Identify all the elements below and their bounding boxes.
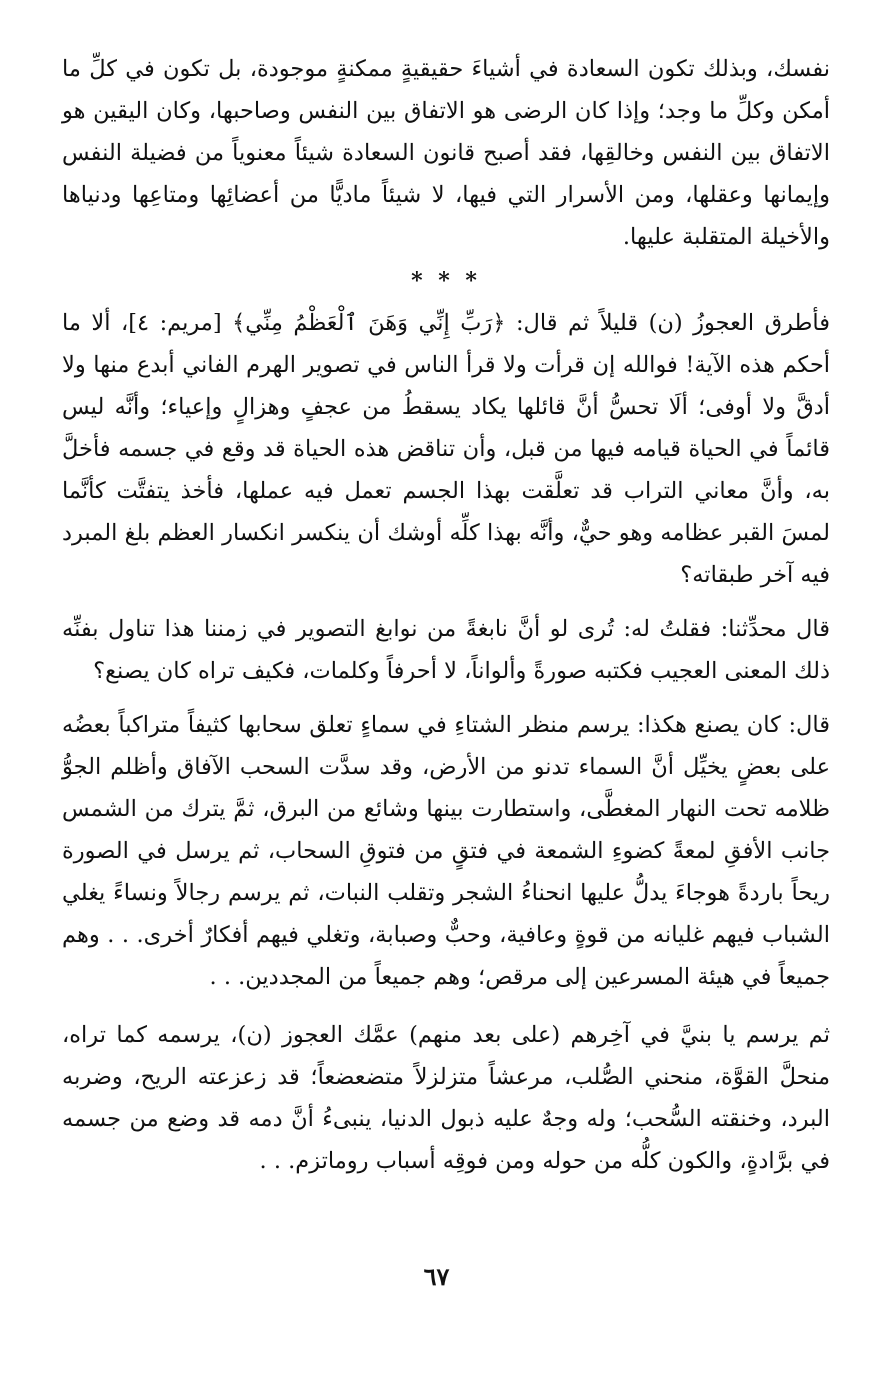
paragraph-1: نفسك، وبذلك تكون السعادة في أشياءَ حقيقيةٍ ممكنةٍ موجودة، بل تكون في كلِّ ما أمكن وكلِّ ما وجد؛ وإذا كان الرضى هو الاتفاق بين النفس وصاحبها، وكان اليقين هو الاتفاق بين النفس وخالقِها، فقد أصبح قانون السعادة شيئاً معنوياً من فضيلة النفس وإيمانها وعقلها، ومن الأسرار التي فيها، لا شيئاً ماديًّا من أعضائِها ومتاعِها ودنياها والأخيلة المتقلبة عليها.	[62, 56, 830, 250]
page-number: ٦٧	[423, 1262, 450, 1291]
book-page	[62, 48, 830, 1348]
paragraph-5: ثم يرسم يا بنيَّ في آخِرهم (على بعد منهم) عمَّك العجوز (ن)، يرسمه كما تراه، منحلَّ القوَّة، منحني الصُّلب، مرعشاً متزلزلاً متضعضعاً؛ قد زعزعته الريح، وضربه البرد، وخنقته السُّحب؛ وله وجهٌ عليه ذبول الدنيا، ينبىءُ أنَّ دمه قد وضع من جسمه في برَّادةٍ، والكون كلُّه من حوله ومن فوقِه أسباب روماتزم. . .	[62, 1022, 830, 1174]
paragraph-2: فأطرق العجوزُ (ن) قليلاً ثم قال: ﴿رَبِّ إِنِّي وَهَنَ ٱلْعَظْمُ مِنِّي﴾ [مريم: ٤]، ألا ما أحكم هذه الآية! فوالله إن قرأت ولا قرأ الناس في تصوير الهرم الفاني أبدع منها ولا أدقَّ ولا أوفى؛ ألَا تحسُّ أنَّ قائلها يكاد يسقطُ من عجفٍ وهزالٍ وإعياء؛ وأنَّه ليس قائماً في الحياة قيامه فيها من قبل، وأن تناقض هذه الحياة قد وقع في جسمه فأخلَّ به، وأنَّ معاني التراب قد تعلَّقت بهذا الجسم تعمل فيه عملها، فأخذ يتفتَّت كأنَّما لمسَ القبر عظامه وهو حيٌّ، وأنَّه بهذا كلِّه أوشك أن ينكسر انكسار العظم بلغ المبرد فيه آخر طبقاته؟	[62, 310, 830, 588]
section-separator: * * *	[411, 268, 481, 294]
paragraph-4: قال: كان يصنع هكذا: يرسم منظر الشتاءِ في سماءٍ تعلق سحابها كثيفاً متراكباً بعضُه على بعضٍ يخيِّل أنَّ السماء تدنو من الأرض، وقد سدَّت السحب الآفاق وأظلم الجوُّ ظلامه تحت النهار المغطَّى، واستطارت بينها وشائع من البرق، ثمَّ يترك من الشمس جانب الأفقِ لمعةً كضوءِ الشمعة في فتقٍ من فتوقِ السحاب، ثم يرسل في الصورة ريحاً باردةً هوجاءَ يدلُّ عليها انحناءُ الشجر وتقلب النبات، ثم يرسم رجالاً ونساءً يغلي الشباب فيهم غليانه من قوةٍ وعافية، وحبٌّ وصبابة، وتغلي فيهم أفكارٌ أخرى. . . وهم جميعاً في هيئة المسرعين إلى مرقص؛ وهم جميعاً من المجددين. . .	[62, 712, 830, 990]
paragraph-3: قال محدِّثنا: فقلتُ له: تُرى لو أنَّ نابغةً من نوابغ التصوير في زمننا هذا تناول بفنِّه ذلك المعنى العجيب فكتبه صورةً وألواناً، لا أحرفاً وكلمات، فكيف تراه كان يصنع؟	[62, 616, 830, 684]
